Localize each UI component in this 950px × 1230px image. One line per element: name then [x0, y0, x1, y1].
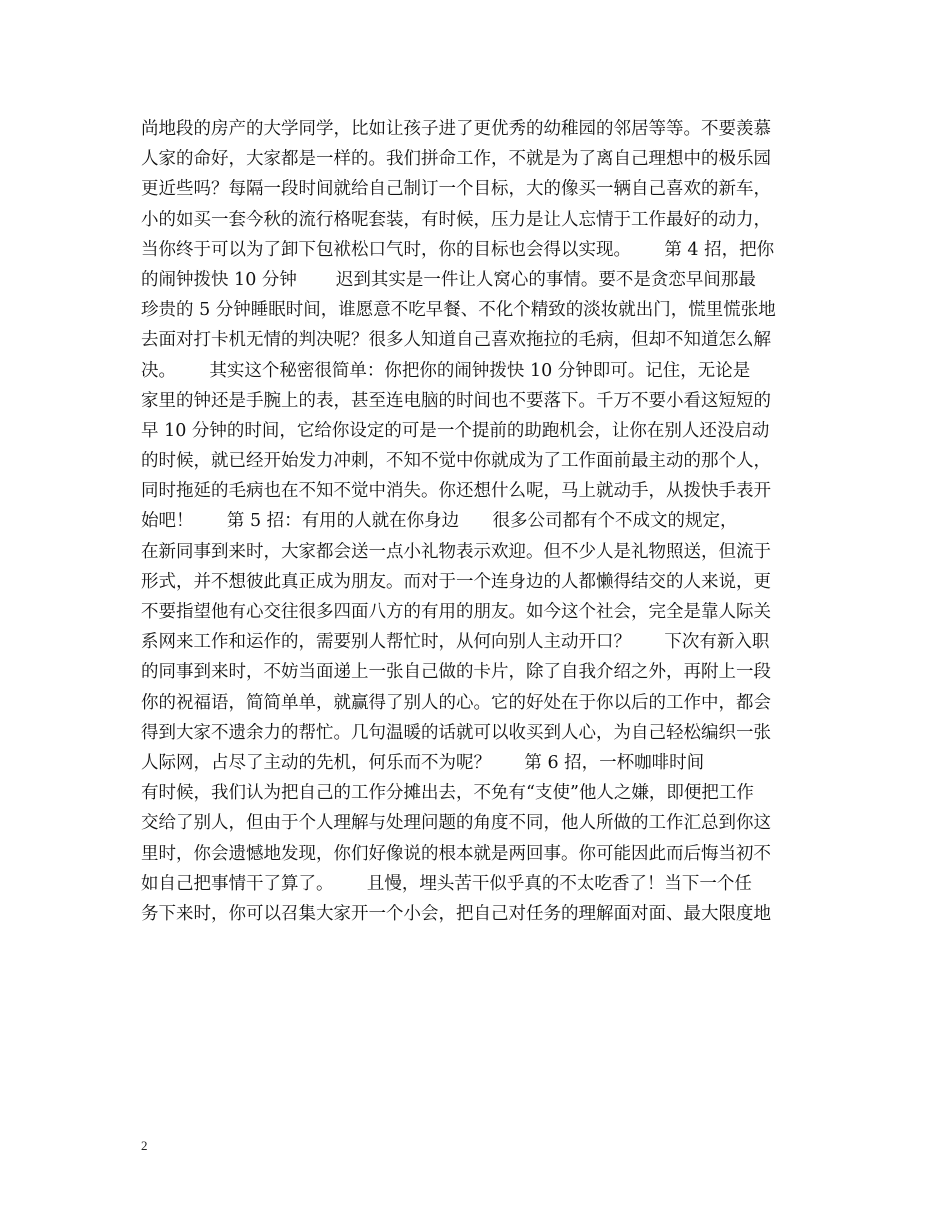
text-line: 始吧！ 第 5 招：有用的人就在你身边 很多公司都有个不成文的规定，: [141, 511, 738, 532]
text-line: 尚地段的房产的大学同学，比如让孩子进了更优秀的幼稚园的邻居等等。不要羡慕: [141, 119, 771, 139]
text-line: 去面对打卡机无情的判决呢？很多人知道自己喜欢拖拉的毛病，但却不知道怎么解: [141, 330, 771, 351]
text-line: 有时候，我们认为把自己的工作分摊出去，不免有“支使”他人之嫌，即便把工作: [141, 783, 754, 804]
text-line: 的闹钟拨快 10 分钟 迟到其实是一件让人窝心的事情。要不是贪恋早间那最: [141, 269, 756, 290]
text-line: 你的祝福语，简简单单，就赢得了别人的心。它的好处在于你以后的工作中，都会: [141, 692, 771, 713]
text-line: 当你终于可以为了卸下包袱松口气时，你的目标也会得以实现。 第 4 招，把你: [141, 239, 775, 260]
text-line: 人家的命好，大家都是一样的。我们拼命工作，不就是为了离自己理想中的极乐园: [141, 149, 771, 170]
text-line: 系网来工作和运作的，需要别人帮忙时，从何向别人主动开口？ 下次有新入职: [141, 632, 770, 653]
text-line: 如自己把事情干了算了。 且慢，埋头苦干似乎真的不太吃香了！当下一个任: [141, 873, 752, 894]
text-line: 交给了别人，但由于个人理解与处理问题的角度不同，他人所做的工作汇总到你这: [141, 813, 771, 834]
body-text: [141, 114, 821, 929]
text-line: 里时，你会遗憾地发现，你们好像说的根本就是两回事。你可能因此而后悔当初不: [141, 843, 771, 864]
page-number: 2: [141, 1138, 148, 1153]
text-line: 早 10 分钟的时间，它给你设定的可是一个提前的助跑机会，让你在别人还没启动: [141, 420, 770, 441]
text-line: 形式，并不想彼此真正成为朋友。而对于一个连身边的人都懒得结交的人来说，更: [141, 571, 771, 592]
text-line: 同时拖延的毛病也在不知不觉中消失。你还想什么呢，马上就动手，从拨快手表开: [141, 481, 771, 502]
text-line: 珍贵的 5 分钟睡眠时间，谁愿意不吃早餐、不化个精致的淡妆就出门，慌里慌张地: [141, 300, 776, 321]
text-line: 在新同事到来时，大家都会送一点小礼物表示欢迎。但不少人是礼物照送，但流于: [141, 541, 771, 562]
text-line: 得到大家不遗余力的帮忙。几句温暖的话就可以收买到人心，为自己轻松编织一张: [141, 722, 771, 743]
text-line: 家里的钟还是手腕上的表，甚至连电脑的时间也不要落下。千万不要小看这短短的: [141, 390, 771, 411]
text-line: 的同事到来时，不妨当面递上一张自己做的卡片，除了自我介绍之外，再附上一段: [141, 662, 771, 683]
text-line: 的时候，就已经开始发力冲刺，不知不觉中你就成为了工作面前最主动的那个人，: [141, 451, 771, 472]
text-line: 不要指望他有心交往很多四面八方的有用的朋友。如今这个社会，完全是靠人际关: [141, 602, 771, 622]
text-line: 决。 其实这个秘密很简单：你把你的闹钟拨快 10 分钟即可。记住，无论是: [141, 360, 751, 381]
text-line: 人际网，占尽了主动的先机，何乐而不为呢？ 第 6 招，一杯咖啡时间: [141, 752, 705, 773]
text-line: 更近些吗？每隔一段时间就给自己制订一个目标，大的像买一辆自己喜欢的新车，: [141, 179, 771, 200]
text-line: 务下来时，你可以召集大家开一个小会，把自己对任务的理解面对面、最大限度地: [141, 903, 771, 924]
text-line: 小的如买一套今秋的流行格呢套装，有时候，压力是让人忘情于工作最好的动力，: [141, 209, 771, 230]
